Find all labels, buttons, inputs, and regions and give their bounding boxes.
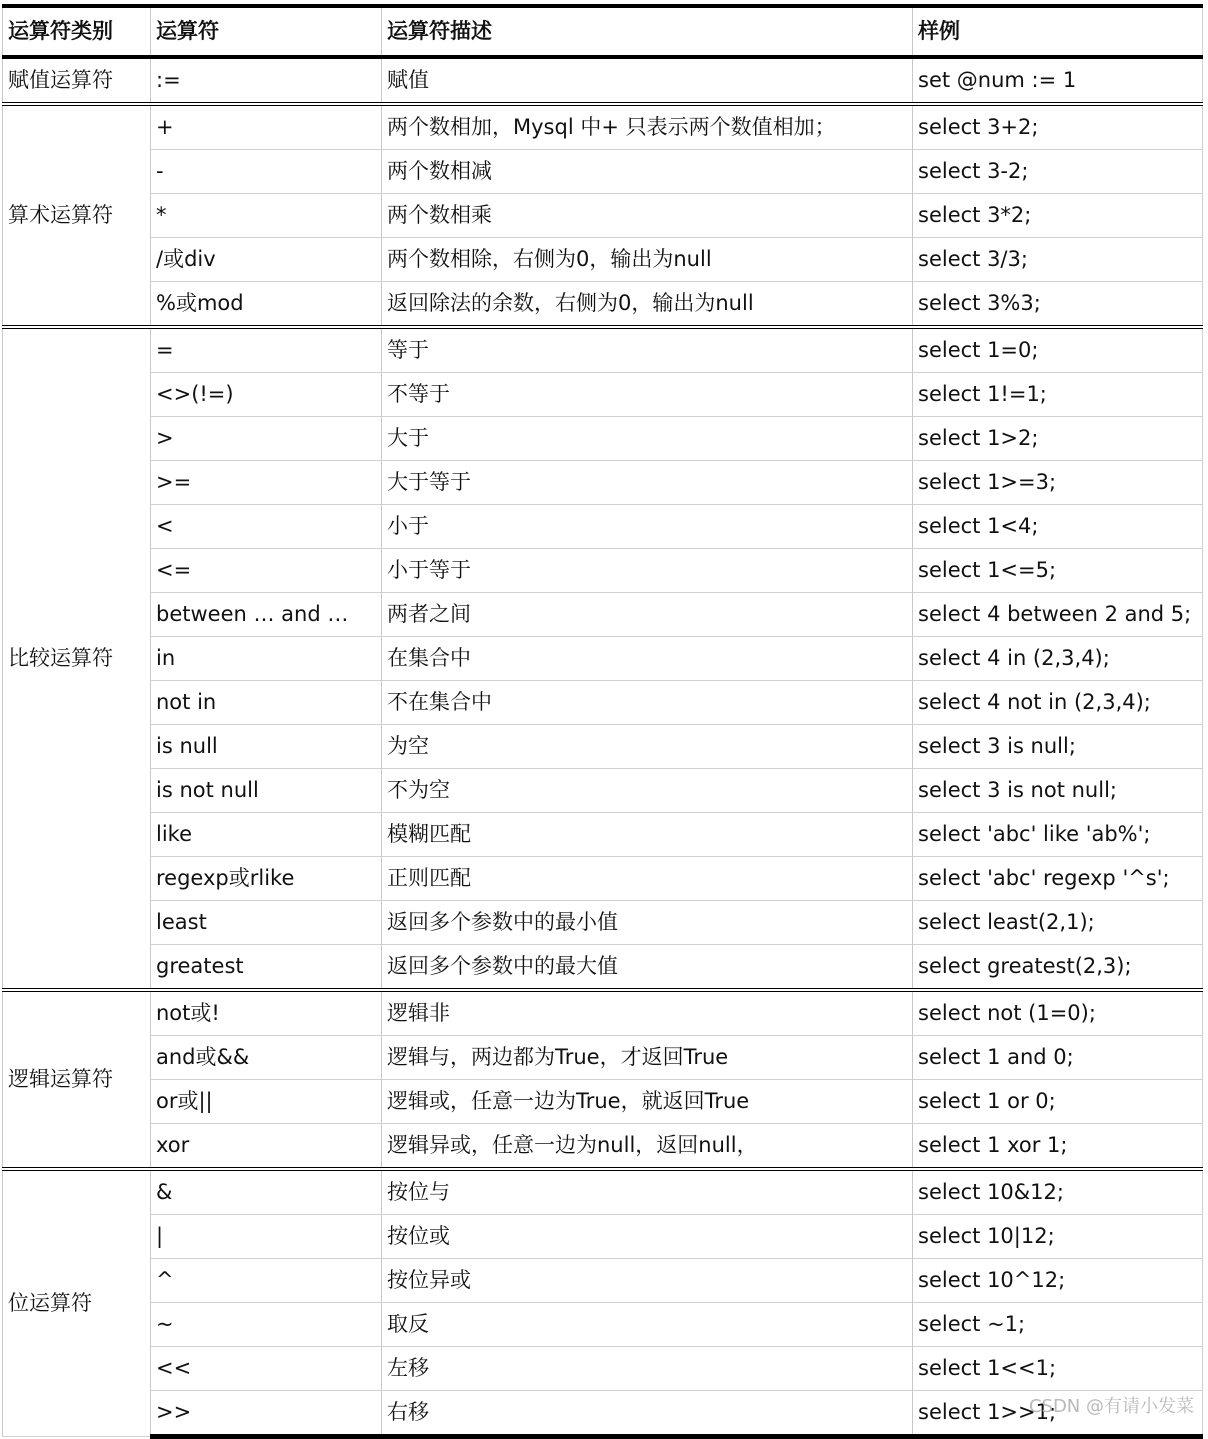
header-category: 运算符类别 bbox=[3, 6, 151, 57]
table-row bbox=[3, 813, 1203, 857]
table-row bbox=[3, 505, 1203, 549]
table-row bbox=[3, 901, 1203, 945]
example-cell: select 3 is not null; bbox=[913, 769, 1203, 813]
operator-cell: least bbox=[151, 901, 382, 945]
table-row bbox=[3, 238, 1203, 282]
table-row bbox=[3, 990, 1203, 1036]
operator-cell: >= bbox=[151, 461, 382, 505]
description-cell: 为空 bbox=[382, 725, 913, 769]
table-row bbox=[3, 1215, 1203, 1259]
table-row bbox=[3, 1347, 1203, 1391]
description-cell: 正则匹配 bbox=[382, 857, 913, 901]
category-cell: 逻辑运算符 bbox=[3, 990, 151, 1169]
description-cell: 返回除法的余数，右侧为0，输出为null bbox=[382, 282, 913, 328]
example-cell: select 1 xor 1; bbox=[913, 1124, 1203, 1170]
watermark: CSDN @有请小发菜 bbox=[1028, 1396, 1194, 1417]
table-row bbox=[3, 1259, 1203, 1303]
table-body bbox=[3, 57, 1203, 1437]
operator-cell: >> bbox=[151, 1391, 382, 1437]
description-cell: 逻辑与，两边都为True，才返回True bbox=[382, 1036, 913, 1080]
description-cell: 大于 bbox=[382, 417, 913, 461]
example-cell: select 3-2; bbox=[913, 150, 1203, 194]
description-cell: 返回多个参数中的最大值 bbox=[382, 945, 913, 991]
example-cell: select 1!=1; bbox=[913, 373, 1203, 417]
operator-cell: regexp或rlike bbox=[151, 857, 382, 901]
operator-cell: ^ bbox=[151, 1259, 382, 1303]
operator-cell: - bbox=[151, 150, 382, 194]
description-cell: 按位与 bbox=[382, 1169, 913, 1215]
example-cell: select 1>2; bbox=[913, 417, 1203, 461]
description-cell: 逻辑非 bbox=[382, 990, 913, 1036]
example-cell: select 10^12; bbox=[913, 1259, 1203, 1303]
example-cell: select 3/3; bbox=[913, 238, 1203, 282]
example-cell: select 1<=5; bbox=[913, 549, 1203, 593]
operator-cell: /或div bbox=[151, 238, 382, 282]
header-description: 运算符描述 bbox=[382, 6, 913, 57]
operator-cell: like bbox=[151, 813, 382, 857]
operator-cell: between … and … bbox=[151, 593, 382, 637]
operator-cell: and或&& bbox=[151, 1036, 382, 1080]
description-cell: 返回多个参数中的最小值 bbox=[382, 901, 913, 945]
example-cell: select 10&12; bbox=[913, 1169, 1203, 1215]
operator-cell: in bbox=[151, 637, 382, 681]
operator-cell: %或mod bbox=[151, 282, 382, 328]
description-cell: 两个数相乘 bbox=[382, 194, 913, 238]
table-row bbox=[3, 150, 1203, 194]
description-cell: 模糊匹配 bbox=[382, 813, 913, 857]
operator-cell: xor bbox=[151, 1124, 382, 1170]
example-cell: select 1<4; bbox=[913, 505, 1203, 549]
operator-cell: * bbox=[151, 194, 382, 238]
example-cell: select 4 in (2,3,4); bbox=[913, 637, 1203, 681]
table-row bbox=[3, 327, 1203, 373]
table-row bbox=[3, 1169, 1203, 1215]
table-row bbox=[3, 681, 1203, 725]
example-cell: select 4 not in (2,3,4); bbox=[913, 681, 1203, 725]
description-cell: 小于 bbox=[382, 505, 913, 549]
description-cell: 不为空 bbox=[382, 769, 913, 813]
table-row bbox=[3, 857, 1203, 901]
operator-cell: < bbox=[151, 505, 382, 549]
category-cell: 赋值运算符 bbox=[3, 57, 151, 104]
description-cell: 等于 bbox=[382, 327, 913, 373]
operator-cell: & bbox=[151, 1169, 382, 1215]
example-cell: select 1=0; bbox=[913, 327, 1203, 373]
description-cell: 右移 bbox=[382, 1391, 913, 1437]
example-cell: select greatest(2,3); bbox=[913, 945, 1203, 991]
operator-cell: > bbox=[151, 417, 382, 461]
table-row bbox=[3, 945, 1203, 991]
description-cell: 在集合中 bbox=[382, 637, 913, 681]
table-row bbox=[3, 1303, 1203, 1347]
table-row bbox=[3, 593, 1203, 637]
operator-cell: not或! bbox=[151, 990, 382, 1036]
example-cell: select ~1; bbox=[913, 1303, 1203, 1347]
description-cell: 小于等于 bbox=[382, 549, 913, 593]
header-row bbox=[3, 6, 1203, 57]
table-row bbox=[3, 1036, 1203, 1080]
example-cell: select 3+2; bbox=[913, 104, 1203, 150]
description-cell: 左移 bbox=[382, 1347, 913, 1391]
example-cell: select 3 is null; bbox=[913, 725, 1203, 769]
operator-cell: not in bbox=[151, 681, 382, 725]
operator-cell: := bbox=[151, 57, 382, 104]
table-row bbox=[3, 57, 1203, 104]
example-cell: select 1>>1; bbox=[913, 1391, 1203, 1437]
description-cell: 大于等于 bbox=[382, 461, 913, 505]
operator-cell: is null bbox=[151, 725, 382, 769]
operator-cell: is not null bbox=[151, 769, 382, 813]
operator-cell: <>(!=) bbox=[151, 373, 382, 417]
description-cell: 逻辑异或，任意一边为null，返回null， bbox=[382, 1124, 913, 1170]
category-cell: 位运算符 bbox=[3, 1169, 151, 1437]
operator-cell: = bbox=[151, 327, 382, 373]
table-row bbox=[3, 373, 1203, 417]
operator-cell: greatest bbox=[151, 945, 382, 991]
description-cell: 赋值 bbox=[382, 57, 913, 104]
operator-cell: << bbox=[151, 1347, 382, 1391]
operator-cell: | bbox=[151, 1215, 382, 1259]
description-cell: 按位或 bbox=[382, 1215, 913, 1259]
description-cell: 两个数相加，Mysql 中+ 只表示两个数值相加； bbox=[382, 104, 913, 150]
category-cell: 算术运算符 bbox=[3, 104, 151, 327]
table-row bbox=[3, 417, 1203, 461]
table-row bbox=[3, 461, 1203, 505]
example-cell: select 3*2; bbox=[913, 194, 1203, 238]
example-cell: select 3%3; bbox=[913, 282, 1203, 328]
description-cell: 不在集合中 bbox=[382, 681, 913, 725]
example-cell: select 1 and 0; bbox=[913, 1036, 1203, 1080]
table-row bbox=[3, 194, 1203, 238]
header-example: 样例 bbox=[913, 6, 1203, 57]
example-cell: select least(2,1); bbox=[913, 901, 1203, 945]
description-cell: 两个数相减 bbox=[382, 150, 913, 194]
example-cell: select 'abc' regexp '^s'; bbox=[913, 857, 1203, 901]
table-row bbox=[3, 1124, 1203, 1170]
table-row bbox=[3, 1391, 1203, 1437]
table-row bbox=[3, 549, 1203, 593]
category-cell: 比较运算符 bbox=[3, 327, 151, 990]
description-cell: 逻辑或，任意一边为True，就返回True bbox=[382, 1080, 913, 1124]
header-operator: 运算符 bbox=[151, 6, 382, 57]
example-cell: select 1 or 0; bbox=[913, 1080, 1203, 1124]
table-row bbox=[3, 725, 1203, 769]
description-cell: 两个数相除，右侧为0，输出为null bbox=[382, 238, 913, 282]
example-cell: select 1>=3; bbox=[913, 461, 1203, 505]
operator-cell: or或|| bbox=[151, 1080, 382, 1124]
table-row bbox=[3, 1080, 1203, 1124]
example-cell: select 'abc' like 'ab%'; bbox=[913, 813, 1203, 857]
operator-cell: + bbox=[151, 104, 382, 150]
example-cell: set @num := 1 bbox=[913, 57, 1203, 104]
operator-cell: ~ bbox=[151, 1303, 382, 1347]
example-cell: select 4 between 2 and 5; bbox=[913, 593, 1203, 637]
operator-table bbox=[2, 4, 1203, 1439]
operator-cell: <= bbox=[151, 549, 382, 593]
table-row bbox=[3, 769, 1203, 813]
description-cell: 按位异或 bbox=[382, 1259, 913, 1303]
example-cell: select 1<<1; bbox=[913, 1347, 1203, 1391]
description-cell: 取反 bbox=[382, 1303, 913, 1347]
example-cell: select 10|12; bbox=[913, 1215, 1203, 1259]
table-row bbox=[3, 104, 1203, 150]
description-cell: 不等于 bbox=[382, 373, 913, 417]
table-row bbox=[3, 282, 1203, 328]
example-cell: select not (1=0); bbox=[913, 990, 1203, 1036]
description-cell: 两者之间 bbox=[382, 593, 913, 637]
table-row bbox=[3, 637, 1203, 681]
